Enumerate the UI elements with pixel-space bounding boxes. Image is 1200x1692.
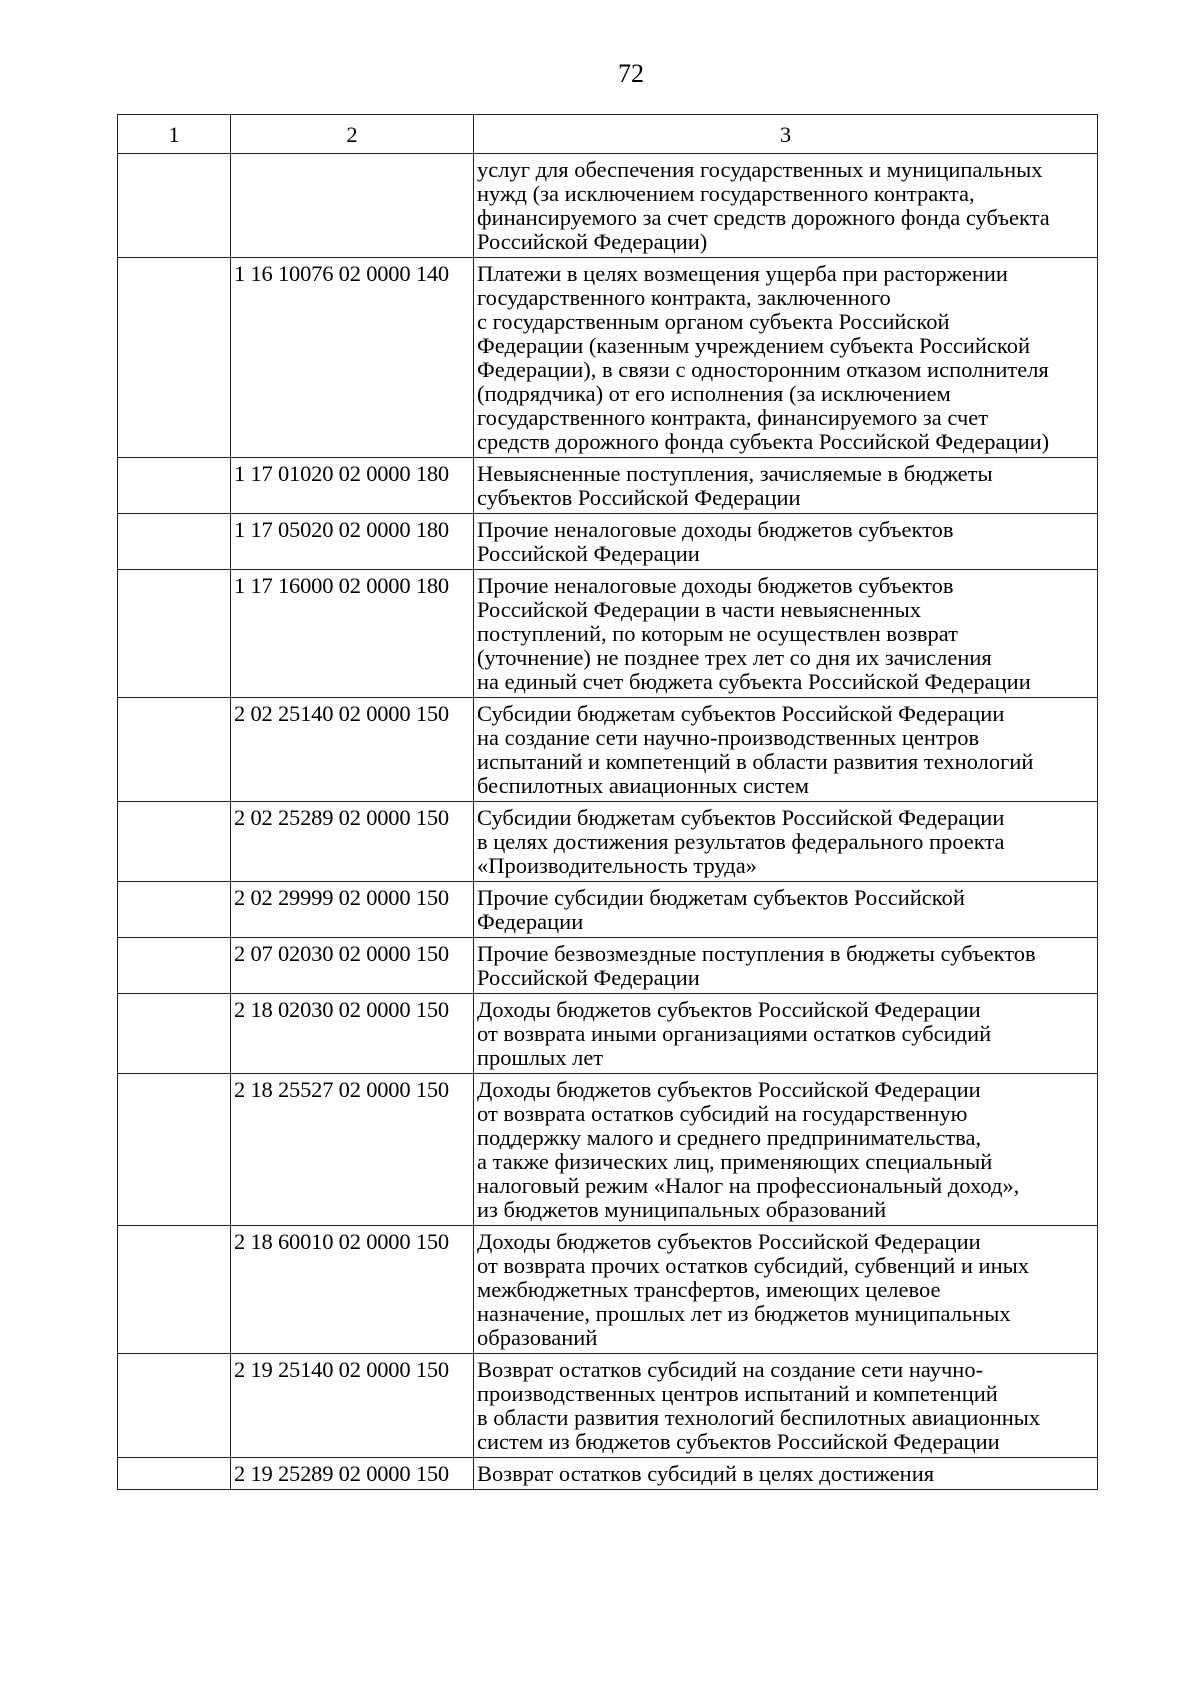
table-row — [118, 458, 1098, 514]
table-row — [118, 802, 1098, 882]
row-number-cell — [118, 1458, 231, 1490]
table-row — [118, 1354, 1098, 1458]
description-cell: Субсидии бюджетам субъектов Российской Федерации в целях достижения результатов федерального проекта «Производительность труда» — [474, 802, 1098, 882]
budget-code-cell: 2 18 60010 02 0000 150 — [231, 1226, 474, 1354]
table-row — [118, 154, 1098, 258]
budget-code-cell: 1 17 01020 02 0000 180 — [231, 458, 474, 514]
budget-code-cell: 2 18 02030 02 0000 150 — [231, 994, 474, 1074]
row-number-cell — [118, 258, 231, 458]
description-cell: Субсидии бюджетам субъектов Российской Федерации на создание сети научно-производственных центров испытаний и компетенций в области развития технологий беспилотных авиационных систем — [474, 698, 1098, 802]
table-row — [118, 258, 1098, 458]
row-number-cell — [118, 802, 231, 882]
page-number: 72 — [618, 59, 644, 88]
table-body — [118, 154, 1098, 1490]
table-row — [118, 994, 1098, 1074]
budget-code-cell: 2 02 25140 02 0000 150 — [231, 698, 474, 802]
description-cell: Прочие субсидии бюджетам субъектов Российской Федерации — [474, 882, 1098, 938]
table-row — [118, 570, 1098, 698]
budget-code-cell: 1 17 16000 02 0000 180 — [231, 570, 474, 698]
description-cell: Прочие безвозмездные поступления в бюджеты субъектов Российской Федерации — [474, 938, 1098, 994]
row-number-cell — [118, 1074, 231, 1226]
budget-code-cell: 2 02 25289 02 0000 150 — [231, 802, 474, 882]
budget-code-cell: 2 19 25289 02 0000 150 — [231, 1458, 474, 1490]
row-number-cell — [118, 1354, 231, 1458]
description-cell: Возврат остатков субсидий на создание сети научно- производственных центров испытаний и компетенций в области развития технологий беспилотных авиационных систем из бюджетов субъектов Российской Федерации — [474, 1354, 1098, 1458]
description-cell: Возврат остатков субсидий в целях достижения — [474, 1458, 1098, 1490]
budget-code-cell — [231, 154, 474, 258]
table-row — [118, 514, 1098, 570]
description-cell: услуг для обеспечения государственных и муниципальных нужд (за исключением государственного контракта, финансируемого за счет средств дорожного фонда субъекта Российской Федерации) — [474, 154, 1098, 258]
description-cell: Доходы бюджетов субъектов Российской Федерации от возврата иными организациями остатков субсидий прошлых лет — [474, 994, 1098, 1074]
row-number-cell — [118, 154, 231, 258]
description-cell: Доходы бюджетов субъектов Российской Федерации от возврата остатков субсидий на государственную поддержку малого и среднего предпринимательства, а также физических лиц, применяющих специальный налоговый режим «Налог на профессиональный доход», из бюджетов муниципальных образований — [474, 1074, 1098, 1226]
row-number-cell — [118, 458, 231, 514]
row-number-cell — [118, 938, 231, 994]
description-cell: Прочие неналоговые доходы бюджетов субъектов Российской Федерации — [474, 514, 1098, 570]
table-row — [118, 1458, 1098, 1490]
column-header-1: 1 — [118, 115, 231, 154]
row-number-cell — [118, 570, 231, 698]
column-header-3: 3 — [474, 115, 1098, 154]
budget-code-cell: 2 02 29999 02 0000 150 — [231, 882, 474, 938]
description-cell: Невыясненные поступления, зачисляемые в бюджеты субъектов Российской Федерации — [474, 458, 1098, 514]
row-number-cell — [118, 698, 231, 802]
budget-code-cell: 2 19 25140 02 0000 150 — [231, 1354, 474, 1458]
description-cell: Платежи в целях возмещения ущерба при расторжении государственного контракта, заключенного с государственным органом субъекта Российской Федерации (казенным учреждением субъекта Российской Федерации), в связи с односторонним отказом исполнителя (подрядчика) от его исполнения (за исключением государственного контракта, финансируемого за счет средств дорожного фонда субъекта Российской Федерации) — [474, 258, 1098, 458]
row-number-cell — [118, 514, 231, 570]
row-number-cell — [118, 1226, 231, 1354]
row-number-cell — [118, 882, 231, 938]
budget-code-cell: 2 18 25527 02 0000 150 — [231, 1074, 474, 1226]
table-row — [118, 1074, 1098, 1226]
description-cell: Прочие неналоговые доходы бюджетов субъектов Российской Федерации в части невыясненных поступлений, по которым не осуществлен возврат (уточнение) не позднее трех лет со дня их зачисления на единый счет бюджета субъекта Российской Федерации — [474, 570, 1098, 698]
budget-code-cell: 1 16 10076 02 0000 140 — [231, 258, 474, 458]
table-header-row — [118, 115, 1098, 154]
table-row — [118, 1226, 1098, 1354]
budget-code-cell: 2 07 02030 02 0000 150 — [231, 938, 474, 994]
column-header-2: 2 — [231, 115, 474, 154]
description-cell: Доходы бюджетов субъектов Российской Федерации от возврата прочих остатков субсидий, субвенций и иных межбюджетных трансфертов, имеющих целевое назначение, прошлых лет из бюджетов муниципальных образований — [474, 1226, 1098, 1354]
table-row — [118, 882, 1098, 938]
table-row — [118, 938, 1098, 994]
row-number-cell — [118, 994, 231, 1074]
budget-code-cell: 1 17 05020 02 0000 180 — [231, 514, 474, 570]
table-row — [118, 698, 1098, 802]
budget-codes-table — [117, 114, 1098, 1490]
